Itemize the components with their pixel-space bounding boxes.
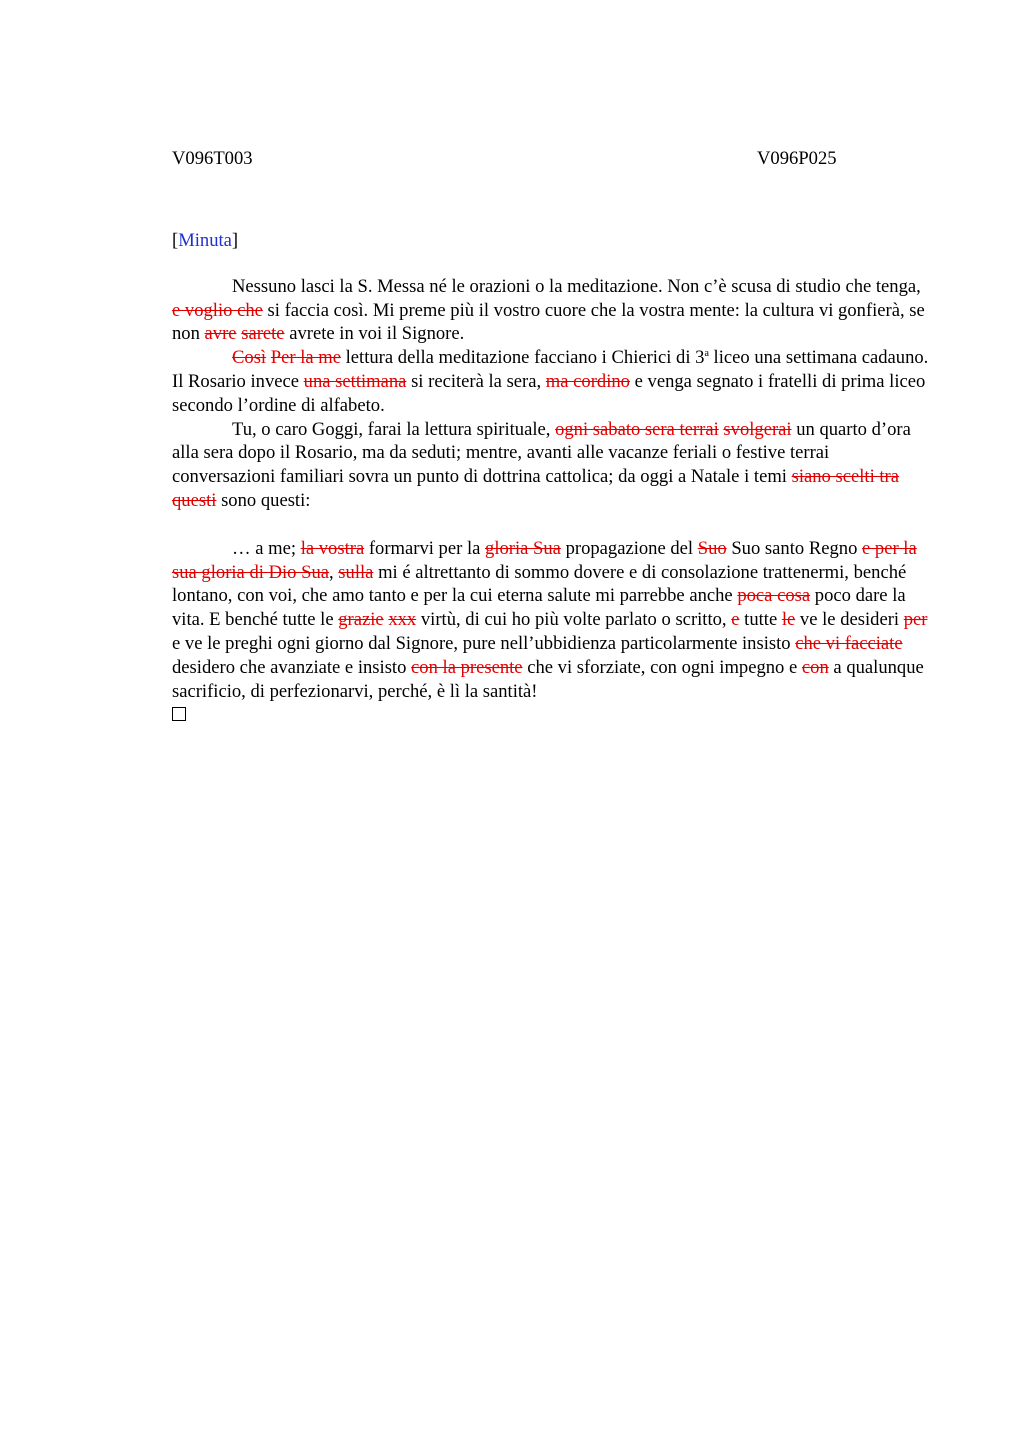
deleted-text: xxx: [388, 609, 417, 631]
text-run: a qualunque sacrificio, di perfezionarvi, perché, è lì la santità!: [172, 656, 924, 702]
text-run: desidero che avanziate e insisto: [172, 656, 412, 678]
title-close-bracket: ]: [231, 230, 239, 251]
deleted-text: per: [903, 609, 928, 631]
deleted-text: Suo: [697, 537, 727, 559]
deleted-text: sulla: [338, 561, 374, 583]
deleted-text: avre: [204, 323, 237, 345]
deleted-text: con la presente: [411, 656, 523, 678]
paragraph-1: [172, 275, 930, 346]
text-run: lettura della meditazione facciano i Chierici di 3: [340, 347, 705, 369]
text-run: … a me;: [232, 537, 301, 559]
end-of-text-box-icon: [172, 707, 186, 721]
deleted-text: ma cordino: [545, 370, 630, 392]
text-run: che vi sforziate, con ogni impegno e: [522, 656, 802, 678]
deleted-text: Così: [232, 347, 267, 369]
deleted-text: le: [781, 609, 796, 631]
deleted-text: grazie: [338, 609, 384, 631]
text-run: sono questi:: [216, 489, 311, 511]
text-run: propagazione del: [560, 537, 698, 559]
document-header: [172, 147, 930, 171]
deleted-text: e per la sua gloria di Dio Sua: [172, 537, 917, 583]
document-code-left: V096T003: [172, 148, 253, 169]
superscript: a: [704, 348, 709, 359]
title-open-bracket: [: [172, 230, 179, 251]
text-run: Suo santo Regno: [726, 537, 863, 559]
deleted-text: Per la me: [270, 347, 341, 369]
deleted-text: poca cosa: [737, 585, 811, 607]
text-run: tutte: [739, 609, 782, 631]
text-run: Nessuno lasci la S. Messa né le orazioni o la meditazione. Non c’è scusa di studio che tenga,: [232, 275, 921, 297]
text-run: formarvi per la: [364, 537, 486, 559]
deleted-text: che vi facciate: [795, 632, 903, 654]
text-run: ve le desideri: [795, 609, 904, 631]
text-run: Tu, o caro Goggi, farai la lettura spirituale,: [232, 418, 556, 440]
text-run: avrete in voi il Signore.: [284, 323, 465, 345]
deleted-text: sarete: [241, 323, 285, 345]
text-run: poco dare la vita. E benché tutte le: [172, 585, 906, 631]
text-run: ,: [329, 561, 339, 583]
document-title: [172, 229, 930, 253]
deleted-text: gloria Sua: [485, 537, 561, 559]
deleted-text: con: [801, 656, 829, 678]
paragraph-2: [172, 346, 930, 417]
deleted-text: ogni sabato sera terrai: [555, 418, 719, 440]
letter-body: [172, 275, 930, 728]
text-run: mi é altrettanto di sommo dovere e di consolazione trattenermi, benché lontano, con voi, che amo tanto e per la cui eterna salute mi parrebbe anche: [172, 561, 907, 607]
deleted-text: e: [731, 609, 740, 631]
text-run: liceo una settimana cadauno. Il Rosario invece: [172, 347, 929, 392]
text-run: si faccia così. Mi preme più il vostro cuore che la vostra mente: la cultura vi gonfierà, se non: [172, 299, 925, 345]
deleted-text: siano scelti tra questi: [172, 466, 900, 511]
document-page: [172, 147, 930, 728]
text-run: virtù, di cui ho più volte parlato o scritto,: [416, 609, 732, 631]
text-run: si reciterà la sera,: [406, 370, 546, 392]
deleted-text: e voglio che: [172, 299, 263, 321]
paragraph-4: [172, 537, 930, 704]
deleted-text: svolgerai: [723, 418, 792, 440]
title-label: Minuta: [178, 230, 232, 251]
text-run: e ve le preghi ogni giorno dal Signore, pure nell’ubbidienza particolarmente insisto: [172, 632, 796, 654]
text-run: un quarto d’ora alla sera dopo il Rosario, ma da seduti; mentre, avanti alle vacanze feriali o festive terrai conversazioni familiari sovra un punto di dottrina cattolica; da oggi a Natale i temi: [172, 418, 911, 488]
text-run: e venga segnato i fratelli di prima liceo secondo l’ordine di alfabeto.: [172, 370, 926, 416]
document-code-right: V096P025: [757, 148, 837, 169]
paragraph-3: [172, 418, 930, 513]
deleted-text: la vostra: [300, 537, 365, 559]
deleted-text: una settimana: [303, 370, 407, 392]
